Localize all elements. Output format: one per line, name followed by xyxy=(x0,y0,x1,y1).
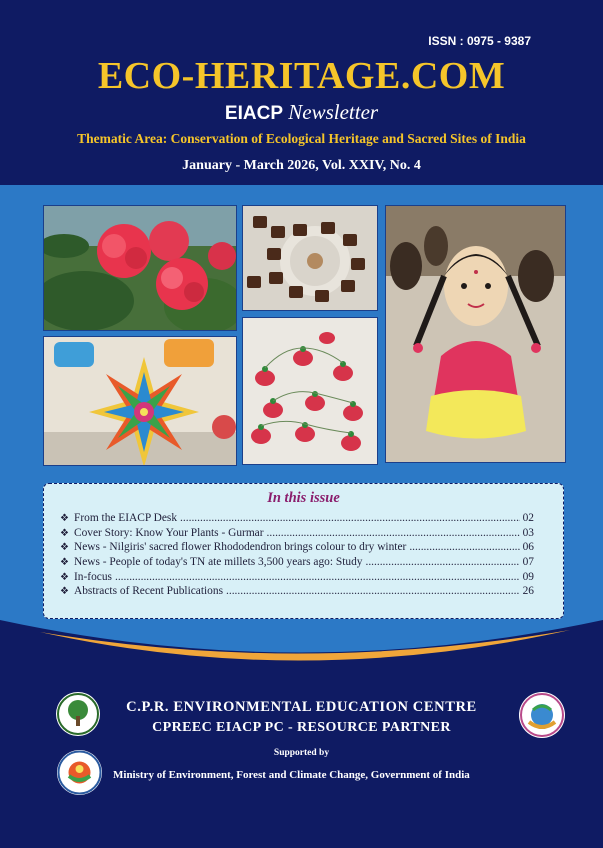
diamond-bullet-icon: ❖ xyxy=(60,542,69,554)
resource-partner: CPREEC EIACP PC - RESOURCE PARTNER xyxy=(152,720,451,735)
contents-item-page: 06 xyxy=(522,541,534,554)
photo-strawberry-craft xyxy=(242,317,378,465)
diamond-bullet-icon: ❖ xyxy=(60,527,69,539)
subtitle-suffix: Newsletter xyxy=(288,100,379,124)
contents-item-title: News - Nilgiris' sacred flower Rhododendron brings colour to dry winter xyxy=(74,541,407,554)
contents-item-title: Abstracts of Recent Publications xyxy=(74,585,223,598)
newsletter-subtitle xyxy=(0,100,603,125)
subtitle-prefix: EIACP xyxy=(224,103,283,124)
contents-item-title: News - People of today's TN ate millets 3,500 years ago: Study xyxy=(74,556,363,569)
diamond-bullet-icon: ❖ xyxy=(60,513,69,524)
contents-item[interactable] xyxy=(60,585,534,600)
newsletter-title: ECO-HERITAGE.COM xyxy=(97,55,506,97)
contents-item[interactable] xyxy=(60,571,534,586)
dot-leader xyxy=(409,541,519,553)
diamond-bullet-icon: ❖ xyxy=(60,586,69,598)
dot-leader xyxy=(180,512,520,524)
contents-item-title: Cover Story: Know Your Plants - Gurmar xyxy=(74,526,264,539)
issue-volume: January - March 2026, Vol. XXIV, No. 4 xyxy=(182,158,421,173)
doll-illustration xyxy=(386,206,565,462)
cover-photo-collage xyxy=(43,205,565,465)
contents-item-title: From the EIACP Desk xyxy=(74,512,178,524)
paper-mandala-illustration xyxy=(44,337,236,465)
strawberry-illustration xyxy=(243,318,377,464)
contents-box xyxy=(43,483,564,619)
supported-by-label: Supported by xyxy=(273,748,330,758)
photo-chocolate-craft xyxy=(242,205,378,311)
contents-item-page: 07 xyxy=(522,556,534,569)
contents-item[interactable] xyxy=(60,527,534,542)
thematic-area: Thematic Area: Conservation of Ecological Heritage and Sacred Sites of India xyxy=(77,131,526,146)
org-name: C.P.R. ENVIRONMENTAL EDUCATION CENTRE xyxy=(126,699,477,715)
dot-leader xyxy=(115,571,520,583)
diamond-bullet-icon: ❖ xyxy=(60,557,69,569)
contents-item-page: 03 xyxy=(522,526,534,539)
chocolate-illustration xyxy=(243,206,377,310)
dot-leader xyxy=(365,556,519,568)
contents-item-page: 26 xyxy=(522,585,534,598)
dot-leader xyxy=(267,527,520,539)
decorative-swoosh xyxy=(0,610,603,690)
contents-item[interactable] xyxy=(60,541,534,556)
contents-item[interactable] xyxy=(60,556,534,571)
contents-heading: In this issue xyxy=(267,490,340,506)
photo-rhododendron-flowers xyxy=(43,205,237,331)
dot-leader xyxy=(226,585,520,597)
diamond-bullet-icon: ❖ xyxy=(60,571,69,583)
ministry-name: Ministry of Environment, Forest and Climate Change, Government of India xyxy=(113,769,470,781)
contents-list xyxy=(60,512,534,600)
rhododendron-illustration xyxy=(44,206,236,330)
photo-doll-craft xyxy=(385,205,566,463)
contents-item-title: In-focus xyxy=(74,570,112,583)
issn-number: ISSN : 0975 - 9387 xyxy=(428,34,531,48)
cover-header xyxy=(0,0,603,185)
contents-item-page: 09 xyxy=(522,570,534,583)
photo-paper-mandala xyxy=(43,336,237,466)
contents-item-page: 02 xyxy=(522,512,534,524)
contents-item[interactable] xyxy=(60,512,534,527)
